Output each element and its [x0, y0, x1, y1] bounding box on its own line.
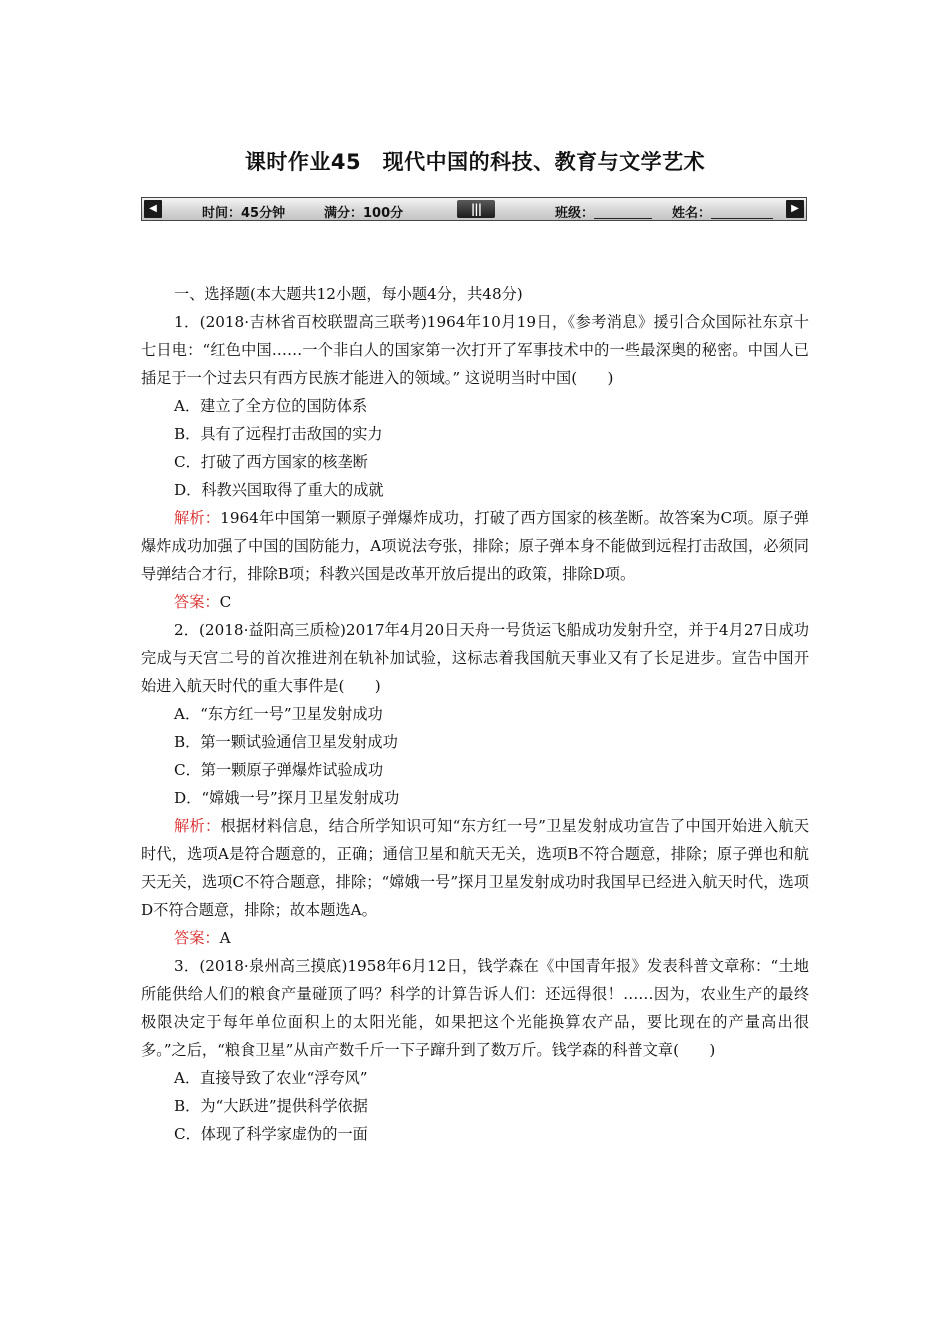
name-field: [672, 202, 773, 221]
q1-analysis: [141, 504, 809, 588]
q1-option-d: D．科教兴国取得了重大的成就: [174, 481, 384, 499]
full-score: 满分：100分: [324, 206, 404, 221]
q3-option-c: C．体现了科学家虚伪的一面: [174, 1125, 368, 1143]
next-arrow-icon[interactable]: ▶: [786, 200, 804, 218]
q2-analysis-text: 根据材料信息，结合所学知识可知“东方红一号”卫星发射成功宣告了中国开始进入航天时代，选项A是符合题意的，正确；通信卫星和航天无关，选项B不符合题意，排除；原子弹也和航天无关，选项C不符合题意，排除；“嫦娥一号”探月卫星发射成功时我国早已经进入航天时代，选项D不符合题意，排除；故本题选A。: [141, 817, 810, 919]
q3-option-b: B．为“大跃进”提供科学依据: [174, 1097, 368, 1115]
time-limit: 时间：45分钟: [202, 206, 286, 221]
q2-option-d: D．“嫦娥一号”探月卫星发射成功: [174, 789, 400, 807]
class-label: 班级：: [555, 206, 595, 221]
q1-answer-label: 答案：: [174, 593, 220, 611]
q3-option-a: A．直接导致了农业“浮夸风”: [174, 1069, 368, 1087]
q1-analysis-text: 1964年中国第一颗原子弹爆炸成功，打破了西方国家的核垄断。故答案为C项。原子弹爆炸成功加强了中国的国防能力，A项说法夸张，排除；原子弹本身不能做到远程打击敌国，必须同导弹结合才行，排除B项；科教兴国是改革开放后提出的政策，排除D项。: [141, 509, 809, 583]
q2-analysis: [141, 812, 809, 924]
q1-option-a: A．建立了全方位的国防体系: [174, 397, 368, 415]
pause-icon[interactable]: |||: [457, 200, 495, 218]
name-label: 姓名：: [672, 206, 712, 221]
q1-option-c: C．打破了西方国家的核垄断: [174, 453, 368, 471]
q1-answer: [141, 588, 809, 616]
question-content: [141, 280, 809, 1148]
class-blank: [594, 206, 652, 219]
q3-stem: 3．(2018·泉州高三摸底)1958年6月12日，钱学森在《中国青年报》发表科普文章称：“土地所能供给人们的粮食产量碰顶了吗？科学的计算告诉人们：还远得很！……因为，农业生产的最终极限决定于每年单位面积上的太阳光能，如果把这个光能换算农产品，要比现在的产量高出很多。”之后，“粮食卫星”从亩产数千斤一下子蹿升到了数万斤。钱学森的科普文章( ): [141, 957, 809, 1059]
q2-option-b: B．第一颗试验通信卫星发射成功: [174, 733, 398, 751]
prev-arrow-icon[interactable]: ◀: [144, 200, 162, 218]
q2-option-a: A．“东方红一号”卫星发射成功: [174, 705, 383, 723]
q2-option-c: C．第一颗原子弹爆炸试验成功: [174, 761, 384, 779]
class-field: [555, 202, 652, 221]
q1-stem: 1．(2018·吉林省百校联盟高三联考)1964年10月19日，《参考消息》援引合众国际社东京十七日电：“红色中国……一个非白人的国家第一次打开了军事技术中的一些最深奥的秘密。中国人已插足于一个过去只有西方民族才能进入的领域。” 这说明当时中国( ): [141, 313, 809, 387]
q2-stem: 2．(2018·益阳高三质检)2017年4月20日天舟一号货运飞船成功发射升空，并于4月27日成功完成与天宫二号的首次推进剂在轨补加试验，这标志着我国航天事业又有了长足进步。宣告中国开始进入航天时代的重大事件是( ): [141, 621, 809, 695]
q1-option-b: B．具有了远程打击敌国的实力: [174, 425, 383, 443]
q1-answer-value: C: [219, 593, 232, 611]
q2-analysis-label: 解析：: [174, 817, 221, 835]
section-heading: 一、选择题(本大题共12小题，每小题4分，共48分): [174, 285, 523, 303]
q2-answer-label: 答案：: [174, 929, 220, 947]
q1-analysis-label: 解析：: [174, 509, 221, 527]
q2-answer: [141, 924, 809, 952]
info-bar: [141, 197, 807, 221]
page-title: 课时作业45 现代中国的科技、教育与文学艺术: [244, 150, 706, 174]
name-blank: [711, 206, 773, 219]
q2-answer-value: A: [219, 929, 231, 947]
